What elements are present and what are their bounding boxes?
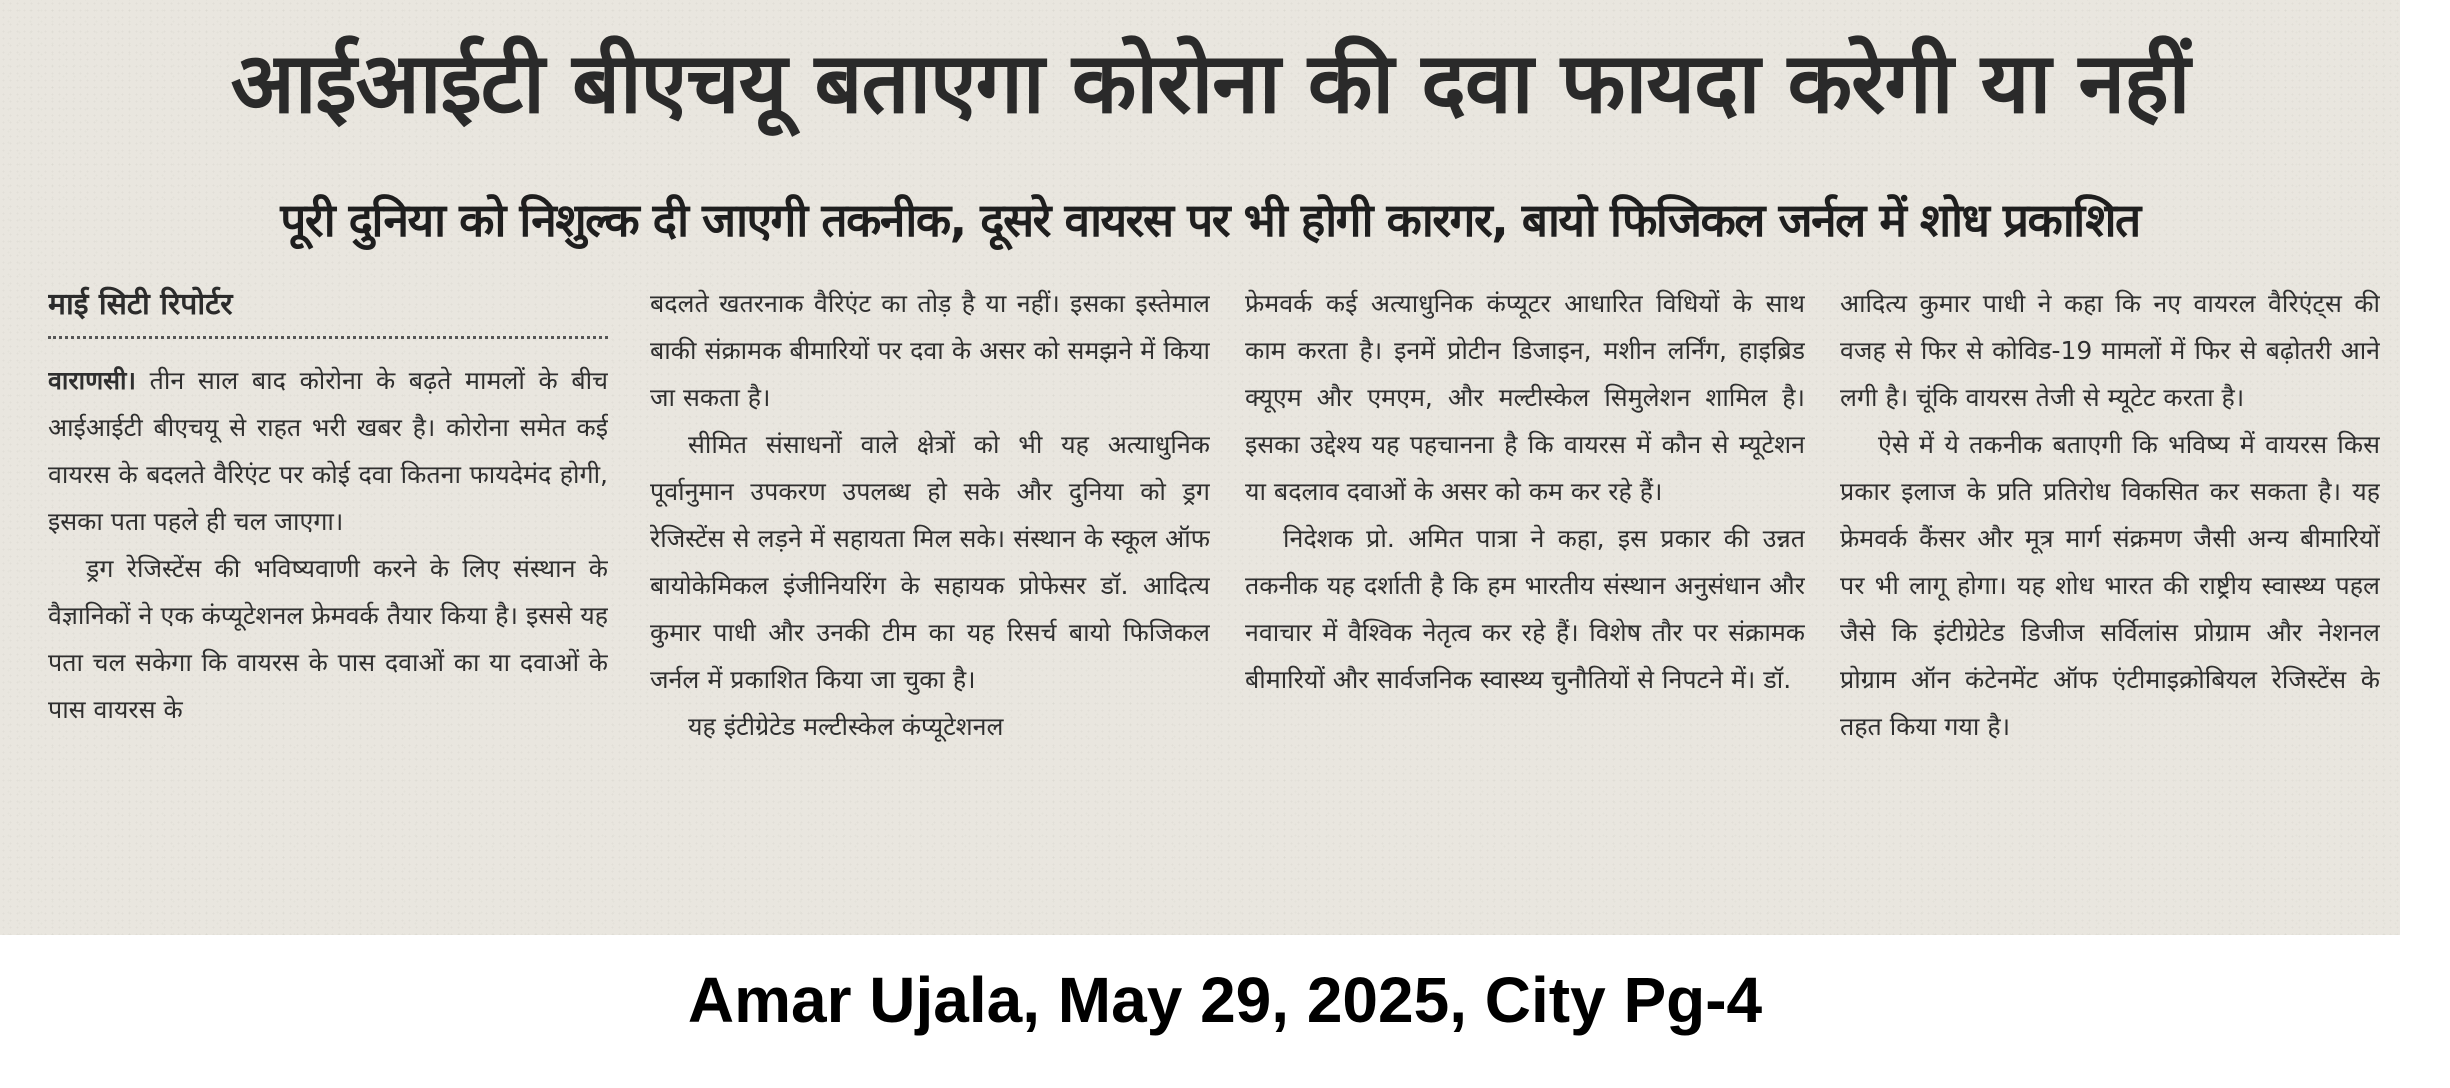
article-column-3 [1245,280,1805,920]
paragraph: निदेशक प्रो. अमित पात्रा ने कहा, इस प्रकार की उन्नत तकनीक यह दर्शाती है कि हम भारतीय संस्थान अनुसंधान और नवाचार में वैश्विक नेतृत्व कर रहे हैं। विशेष तौर पर संक्रामक बीमारियों और सार्वजनिक स्वास्थ्य चुनौतियों से निपटने में। डॉ. [1245,524,1805,694]
paragraph: सीमित संसाधनों वाले क्षेत्रों को भी यह अत्याधुनिक पूर्वानुमान उपकरण उपलब्ध हो सके और दुनिया को ड्रग रेजिस्टेंस से लड़ने में सहायता मिल सके। संस्थान के स्कूल ऑफ बायोकेमिकल इंजीनियरिंग के सहायक प्रोफेसर डॉ. आदित्य कुमार पाधी और उनकी टीम का यह रिसर्च बायो फिजिकल जर्नल में प्रकाशित किया जा चुका है। [650,430,1210,694]
source-caption: Amar Ujala, May 29, 2025, City Pg-4 [687,964,1763,1036]
dateline: वाराणसी। [48,366,137,395]
paragraph: ड्रग रेजिस्टेंस की भविष्यवाणी करने के लिए संस्थान के वैज्ञानिकों ने एक कंप्यूटेशनल फ्रेमवर्क तैयार किया है। इससे यह पता चल सकेगा कि वायरस के पास दवाओं का या दवाओं के पास वायरस के [48,554,608,724]
paragraph-text: तीन साल बाद कोरोना के बढ़ते मामलों के बीच आईआईटी बीएचयू से राहत भरी खबर है। कोरोना समेत कई वायरस के बदलते वैरिएंट पर कोई दवा कितना फायदेमंद होगी, इसका पता पहले ही चल जाएगा। [48,366,608,536]
subheadline: पूरी दुनिया को निशुल्क दी जाएगी तकनीक, दूसरे वायरस पर भी होगी कारगर, बायो फिजिकल जर्नल में शोध प्रकाशित [280,193,2140,247]
article-column-2 [650,280,1210,920]
byline: माई सिटी रिपोर्टर [48,280,608,339]
paragraph [48,357,608,545]
paragraph: यह इंटीग्रेटेड मल्टीस्केल कंप्यूटेशनल [688,712,1004,741]
article-column-4 [1840,280,2380,920]
paragraph: आदित्य कुमार पाधी ने कहा कि नए वायरल वैरिएंट्स की वजह से फिर से कोविड-19 मामलों में फिर से बढ़ोतरी आने लगी है। चूंकि वायरस तेजी से म्यूटेट करता है। [1840,289,2380,412]
paragraph: बदलते खतरनाक वैरिएंट का तोड़ है या नहीं। इसका इस्तेमाल बाकी संक्रामक बीमारियों पर दवा के असर को समझने में किया जा सकता है। [650,289,1210,412]
article-column-1 [48,280,608,920]
paragraph: फ्रेमवर्क कई अत्याधुनिक कंप्यूटर आधारित विधियों के साथ काम करता है। इनमें प्रोटीन डिजाइन, मशीन लर्निंग, हाइब्रिड क्यूएम और एमएम, और मल्टीस्केल सिमुलेशन शामिल है। इसका उद्देश्य यह पहचानना है कि वायरस में कौन से म्यूटेशन या बदलाव दवाओं के असर को कम कर रहे हैं। [1245,289,1805,506]
paragraph: ऐसे में ये तकनीक बताएगी कि भविष्य में वायरस किस प्रकार इलाज के प्रति प्रतिरोध विकसित कर सकता है। यह फ्रेमवर्क कैंसर और मूत्र मार्ग संक्रमण जैसी अन्य बीमारियों पर भी लागू होगा। यह शोध भारत की राष्ट्रीय स्वास्थ्य पहल जैसे कि इंटीग्रेटेड डिजीज सर्विलांस प्रोग्राम और नेशनल प्रोग्राम ऑन कंटेनमेंट ऑफ एंटीमाइक्रोबियल रेजिस्टेंस के तहत किया गया है। [1840,430,2380,741]
headline: आईआईटी बीएचयू बताएगा कोरोना की दवा फायदा करेगी या नहीं [230,34,2190,132]
